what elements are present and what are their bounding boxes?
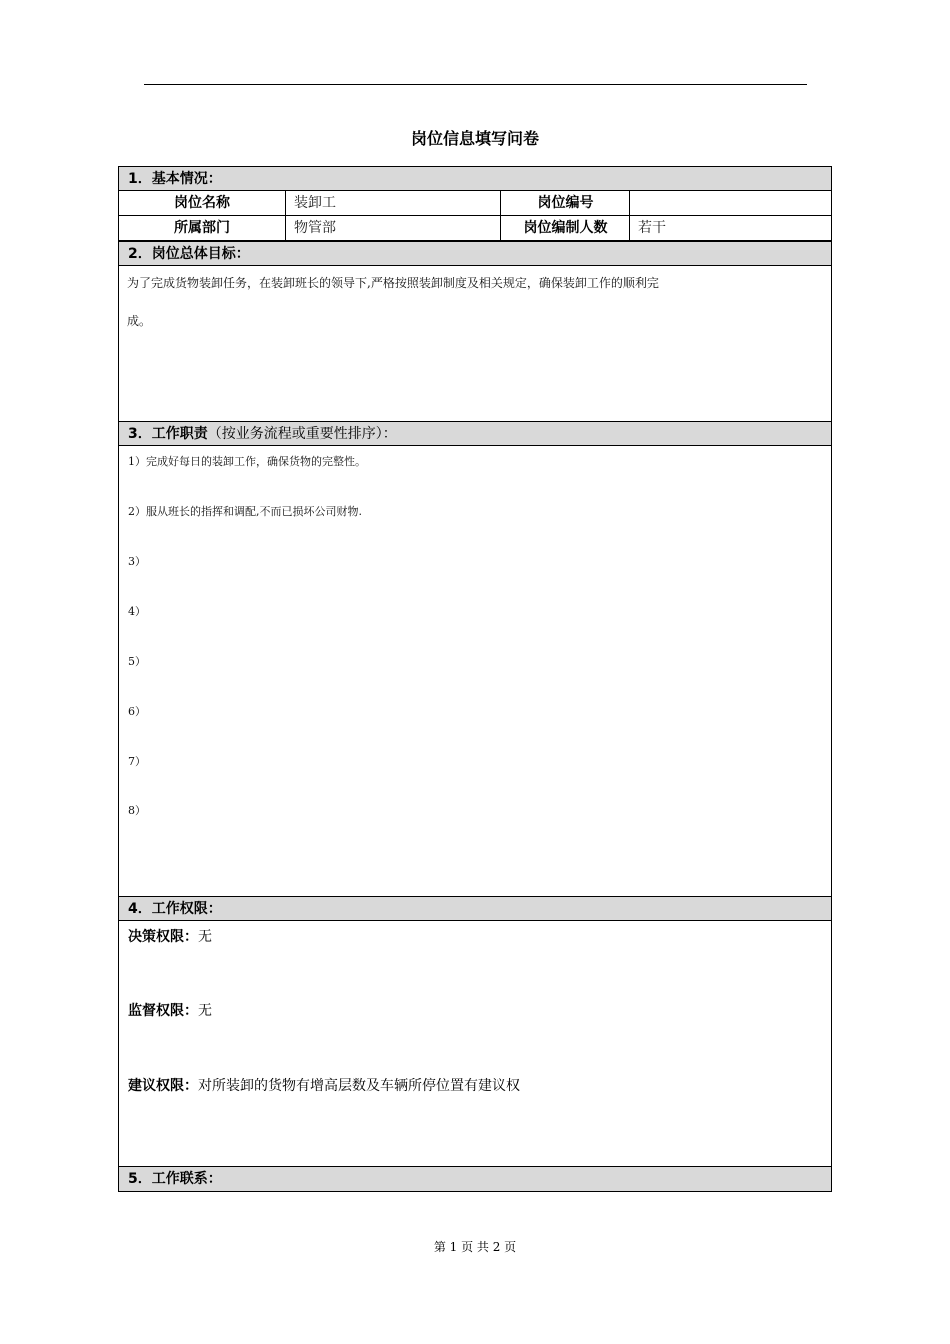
responsibility-item: 5） [128, 655, 146, 668]
document-title: 岗位信息填写问卷 [410, 129, 539, 148]
basic-info-row-2 [118, 216, 832, 241]
supervision-authority-label: 监督权限： [128, 1003, 198, 1019]
responsibility-item: 7） [128, 755, 146, 768]
department-value: 物管部 [294, 220, 336, 236]
responsibility-item: 6） [128, 705, 146, 718]
section-responsibilities-title: 3．工作职责 [128, 426, 208, 442]
section-work-relations-title: 5．工作联系： [128, 1171, 222, 1187]
section-overall-goal-header [118, 241, 832, 266]
overall-goal-text-line-1: 为了完成货物装卸任务，在装卸班长的领导下,严格按照装卸制度及相关规定，确保装卸工作的顺利完 [127, 276, 659, 290]
suggestion-authority [128, 1075, 520, 1095]
section-responsibilities-header [118, 421, 832, 446]
section-overall-goal-title: 2．岗位总体目标： [128, 246, 250, 262]
suggestion-authority-value: 对所装卸的货物有增高层数及车辆所停位置有建议权 [198, 1078, 520, 1094]
section-responsibilities-note: （按业务流程或重要性排序）： [207, 426, 397, 442]
header-rule [144, 84, 807, 85]
department-label: 所属部门 [174, 220, 230, 236]
responsibility-item: 4） [128, 605, 146, 618]
position-code-value [630, 191, 830, 215]
basic-info-row-1 [118, 191, 832, 216]
position-code-label: 岗位编号 [537, 195, 594, 211]
responsibility-item: 3） [128, 555, 146, 568]
page-footer: 第 1 页 共 2 页 [433, 1240, 517, 1254]
decision-authority [128, 926, 212, 946]
section-work-relations-header [118, 1166, 832, 1192]
suggestion-authority-label: 建议权限： [128, 1078, 198, 1094]
section-basic-info-header [118, 166, 832, 191]
position-name-label: 岗位名称 [174, 195, 230, 211]
position-name-value: 装卸工 [294, 195, 336, 211]
form-table [118, 166, 832, 1192]
section-authority-header [118, 896, 832, 921]
responsibility-item: 1）完成好每日的装卸工作，确保货物的完整性。 [128, 455, 366, 468]
responsibility-item: 2）服从班长的指挥和调配,不而已损坏公司财物. [128, 505, 362, 518]
section-basic-info-title: 1．基本情况： [128, 171, 222, 187]
headcount-value: 若干 [638, 220, 666, 236]
responsibility-item: 8） [128, 804, 146, 817]
decision-authority-value: 无 [198, 929, 212, 945]
supervision-authority-value: 无 [198, 1003, 212, 1019]
section-authority-title: 4．工作权限： [128, 901, 222, 917]
supervision-authority [128, 1000, 212, 1020]
decision-authority-label: 决策权限： [128, 929, 198, 945]
overall-goal-text-line-2: 成。 [127, 314, 152, 328]
headcount-label: 岗位编制人数 [523, 220, 608, 236]
